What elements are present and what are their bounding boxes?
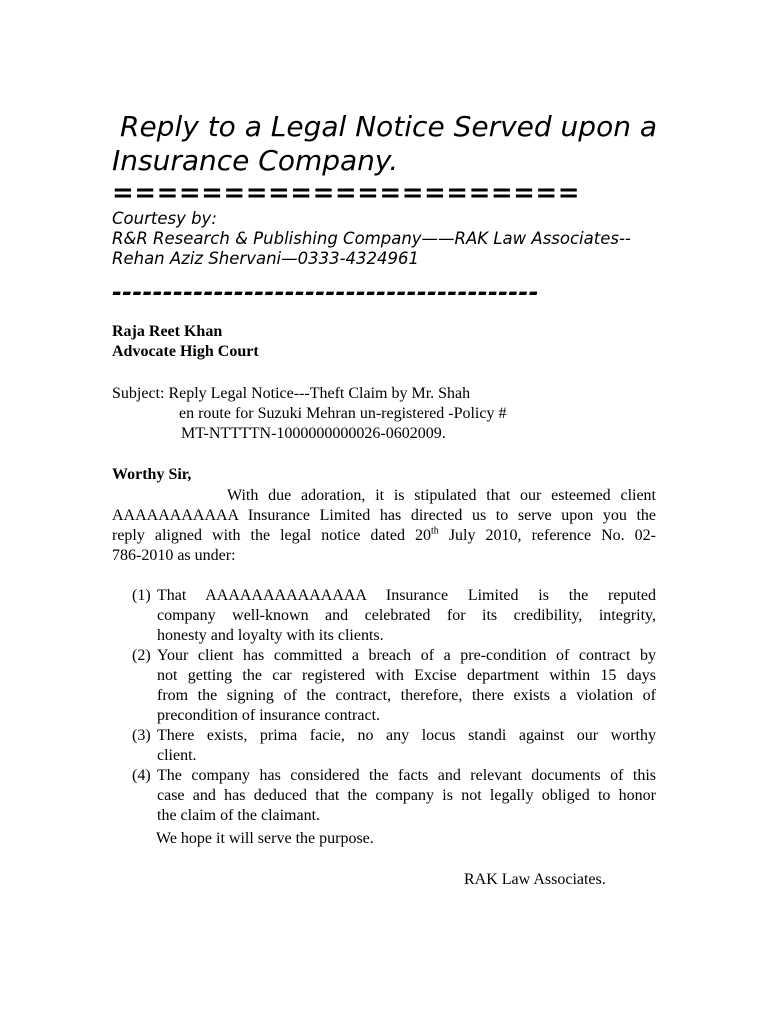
point-number: (4) — [132, 767, 151, 784]
point-line: company well-known and celebrated for its credibility, integrity, — [157, 607, 656, 624]
intro-line-4: 786-2010 as under: — [112, 547, 236, 564]
list-item — [132, 766, 656, 826]
intro-line-3-end: July 2010, reference No. 02- — [438, 527, 656, 544]
subject-line-2: en route for Suzuki Mehran un-registered -Policy # — [179, 405, 507, 422]
point-number: (1) — [132, 587, 151, 604]
courtesy-block — [112, 209, 631, 269]
point-line: That AAAAAAAAAAAAAA Insurance Limited is the reputed — [157, 587, 656, 604]
courtesy-line-2: Rehan Aziz Shervani—0333-4324961 — [112, 249, 420, 268]
document-title — [112, 110, 657, 178]
intro-line-2: AAAAAAAAAAA Insurance Limited has directed us to serve upon you the — [112, 507, 656, 524]
point-line: client. — [157, 747, 197, 764]
point-line: There exists, prima facie, no any locus standi against our worthy — [157, 727, 656, 744]
point-line: the claim of the claimant. — [157, 807, 321, 824]
intro-line-3-start: reply aligned with the legal notice dated 20 — [112, 527, 432, 544]
dash-rule: ------------------------------------------ — [112, 278, 539, 306]
courtesy-label: Courtesy by: — [112, 209, 217, 228]
sender-designation: Advocate High Court — [112, 343, 259, 360]
list-item — [132, 586, 656, 646]
point-number: (3) — [132, 727, 151, 744]
equals-rule: ===================== — [112, 178, 580, 208]
subject-block — [112, 384, 506, 444]
point-line: Your client has committed a breach of a pre-condition of contract by — [157, 647, 656, 664]
point-line: The company has considered the facts and relevant documents of this — [157, 767, 656, 784]
list-item — [132, 646, 656, 726]
courtesy-line-1: R&R Research & Publishing Company——RAK Law Associates-- — [112, 229, 631, 248]
point-line: not getting the car registered with Excise department within 15 days — [157, 667, 656, 684]
point-number: (2) — [132, 647, 151, 664]
signoff: RAK Law Associates. — [464, 871, 606, 888]
date-ordinal: th — [431, 525, 439, 537]
point-line: precondition of insurance contract. — [157, 707, 381, 724]
sender-name: Raja Reet Khan — [112, 323, 223, 340]
point-line: from the signing of the contract, therefore, there exists a violation of — [157, 687, 656, 704]
title-line-1: Reply to a Legal Notice Served upon a — [120, 110, 658, 143]
point-line: case and has deduced that the company is not legally obliged to honor — [157, 787, 656, 804]
intro-line-3 — [112, 526, 656, 546]
point-line: honesty and loyalty with its clients. — [157, 627, 384, 644]
closing-line: We hope it will serve the purpose. — [156, 830, 374, 847]
salutation: Worthy Sir, — [112, 466, 192, 483]
points-list — [132, 586, 656, 826]
subject-line-3: MT-NTTTTN-1000000000026-0602009. — [181, 425, 446, 442]
subject-line-1: Subject: Reply Legal Notice---Theft Claim by Mr. Shah — [112, 385, 471, 402]
sender-block — [112, 322, 259, 362]
intro-line-1: With due adoration, it is stipulated that our esteemed client — [227, 487, 656, 504]
title-line-2: Insurance Company. — [112, 144, 399, 177]
intro-paragraph — [112, 486, 656, 566]
list-item — [132, 726, 656, 766]
